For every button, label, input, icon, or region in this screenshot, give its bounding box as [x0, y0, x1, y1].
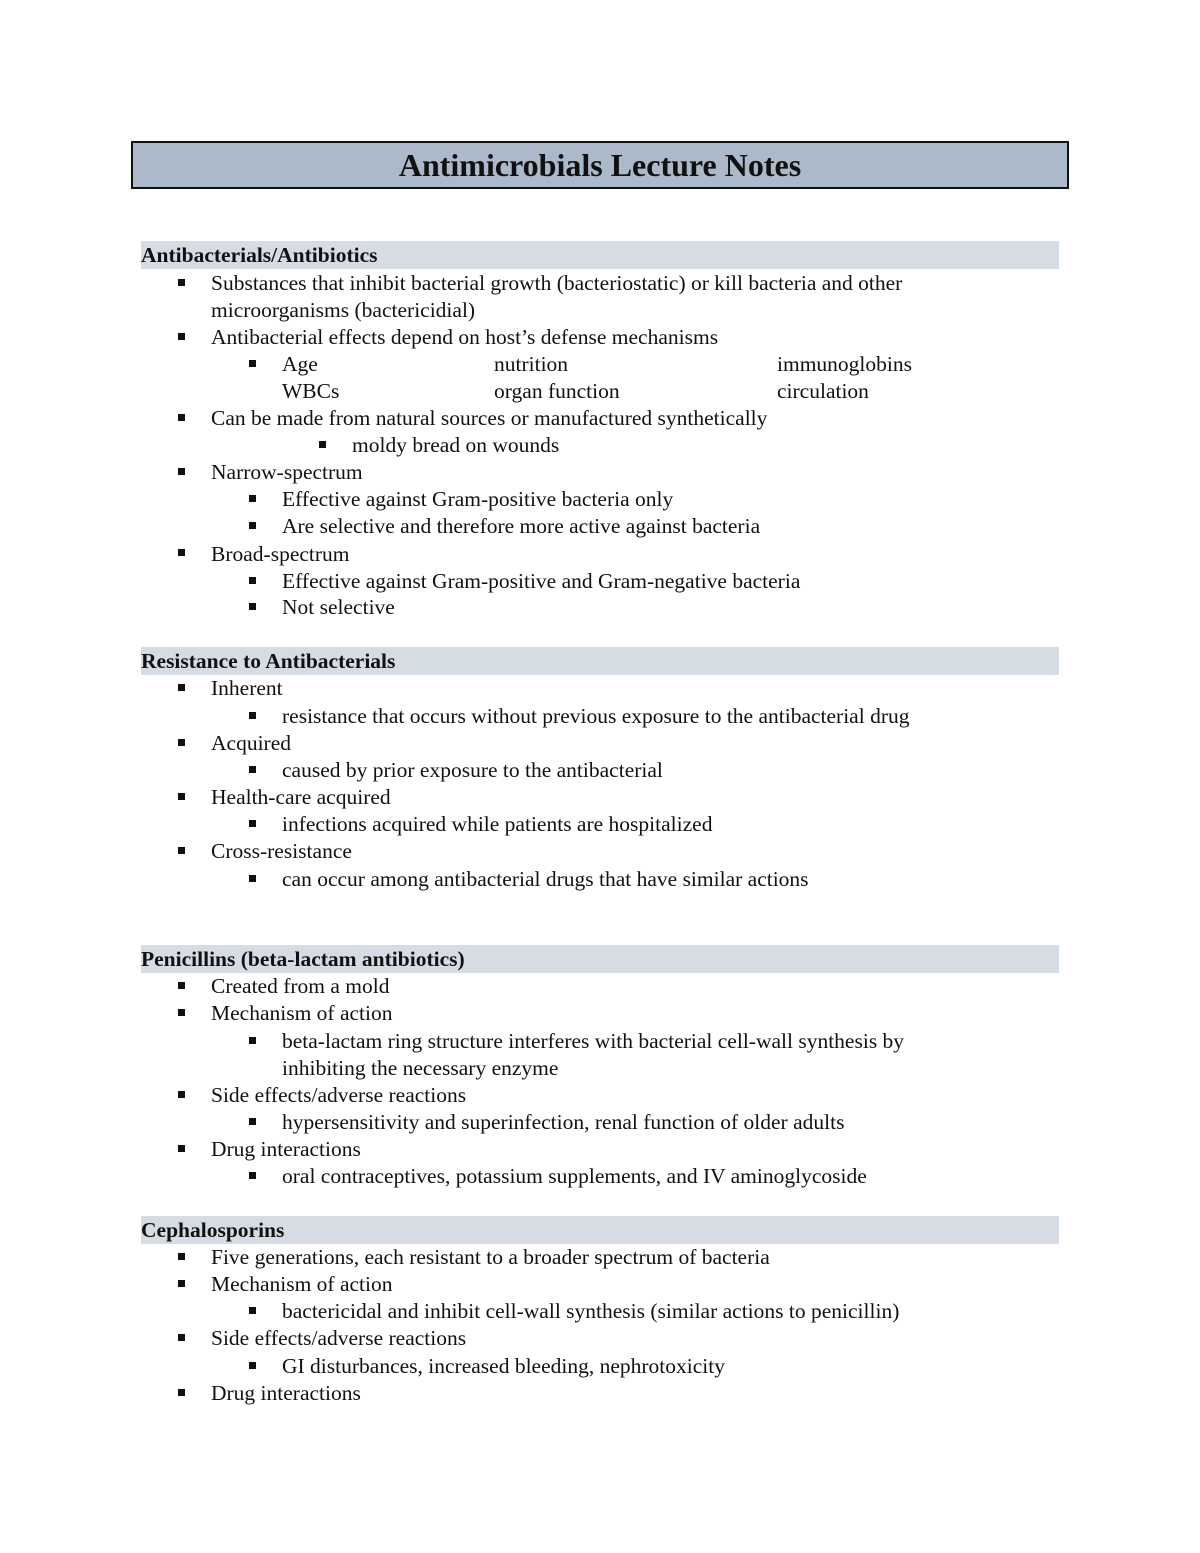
sub-list-item: moldy bread on wounds [352, 433, 560, 457]
section-heading-antibacterials: Antibacterials/Antibiotics [141, 241, 1059, 269]
bullet-icon [249, 360, 256, 367]
bullet-icon [249, 875, 256, 882]
list-item: Antibacterial effects depend on host’s defense mechanisms [211, 325, 719, 349]
bullet-icon [249, 495, 256, 502]
table-cell: nutrition [494, 352, 569, 376]
bullet-icon [249, 603, 256, 610]
sub-list-item: GI disturbances, increased bleeding, nephrotoxicity [282, 1354, 725, 1378]
sub-list-item: Are selective and therefore more active against bacteria [282, 514, 761, 538]
sub-list-item: resistance that occurs without previous exposure to the antibacterial drug [282, 704, 910, 728]
sub-list-item: hypersensitivity and superinfection, renal function of older adults [282, 1110, 845, 1134]
bullet-icon [249, 712, 256, 719]
list-item: Mechanism of action [211, 1001, 393, 1025]
sub-list-item-continuation: inhibiting the necessary enzyme [282, 1056, 559, 1080]
bullet-icon [249, 766, 256, 773]
table-cell: circulation [777, 379, 869, 403]
table-cell: WBCs [282, 379, 340, 403]
list-item: Mechanism of action [211, 1272, 393, 1296]
list-item: Drug interactions [211, 1137, 361, 1161]
sub-list-item: infections acquired while patients are hospitalized [282, 812, 713, 836]
sub-list-item: Effective against Gram-positive bacteria only [282, 487, 674, 511]
bullet-icon [249, 820, 256, 827]
bullet-icon [178, 468, 185, 475]
bullet-icon [249, 577, 256, 584]
list-item: Broad-spectrum [211, 542, 350, 566]
bullet-icon [178, 279, 185, 286]
list-item: Five generations, each resistant to a broader spectrum of bacteria [211, 1245, 770, 1269]
sub-list-item: caused by prior exposure to the antibacterial [282, 758, 663, 782]
bullet-icon [178, 1145, 185, 1152]
table-cell: immunoglobins [777, 352, 912, 376]
bullet-icon [178, 333, 185, 340]
list-item: Substances that inhibit bacterial growth (bacteriostatic) or kill bacteria and other [211, 271, 903, 295]
bullet-icon [178, 982, 185, 989]
bullet-icon [178, 847, 185, 854]
document-title: Antimicrobials Lecture Notes [131, 141, 1069, 189]
list-item: Created from a mold [211, 974, 390, 998]
sub-list-item: oral contraceptives, potassium supplements, and IV aminoglycoside [282, 1164, 867, 1188]
bullet-icon [178, 739, 185, 746]
list-item: Cross-resistance [211, 839, 352, 863]
bullet-icon [178, 1253, 185, 1260]
bullet-icon [178, 1334, 185, 1341]
table-cell: Age [282, 352, 318, 376]
sub-list-item: can occur among antibacterial drugs that have similar actions [282, 867, 809, 891]
bullet-icon [249, 1037, 256, 1044]
list-item: Narrow-spectrum [211, 460, 363, 484]
bullet-icon [178, 1091, 185, 1098]
bullet-icon [178, 1389, 185, 1396]
list-item: Health-care acquired [211, 785, 391, 809]
list-item: Inherent [211, 676, 283, 700]
sub-list-item: Effective against Gram-positive and Gram-negative bacteria [282, 569, 801, 593]
list-item: Side effects/adverse reactions [211, 1326, 467, 1350]
sub-list-item: Not selective [282, 595, 395, 619]
table-cell: organ function [494, 379, 620, 403]
bullet-icon [249, 1362, 256, 1369]
bullet-icon [249, 1118, 256, 1125]
list-item: Drug interactions [211, 1381, 361, 1405]
section-heading-resistance: Resistance to Antibacterials [141, 647, 1059, 675]
section-heading-penicillins: Penicillins (beta-lactam antibiotics) [141, 945, 1059, 973]
bullet-icon [249, 1172, 256, 1179]
bullet-icon [178, 549, 185, 556]
section-heading-cephalosporins: Cephalosporins [141, 1216, 1059, 1244]
sub-list-item: beta-lactam ring structure interferes with bacterial cell-wall synthesis by [282, 1029, 905, 1053]
bullet-icon [249, 1307, 256, 1314]
list-item: Side effects/adverse reactions [211, 1083, 467, 1107]
bullet-icon [249, 522, 256, 529]
bullet-icon [319, 441, 326, 448]
bullet-icon [178, 793, 185, 800]
list-item-continuation: microorganisms (bactericidial) [211, 298, 476, 322]
bullet-icon [178, 1009, 185, 1016]
sub-list-item: bactericidal and inhibit cell-wall synthesis (similar actions to penicillin) [282, 1299, 900, 1323]
list-item: Can be made from natural sources or manufactured synthetically [211, 406, 768, 430]
bullet-icon [178, 1280, 185, 1287]
bullet-icon [178, 684, 185, 691]
bullet-icon [178, 414, 185, 421]
list-item: Acquired [211, 731, 291, 755]
